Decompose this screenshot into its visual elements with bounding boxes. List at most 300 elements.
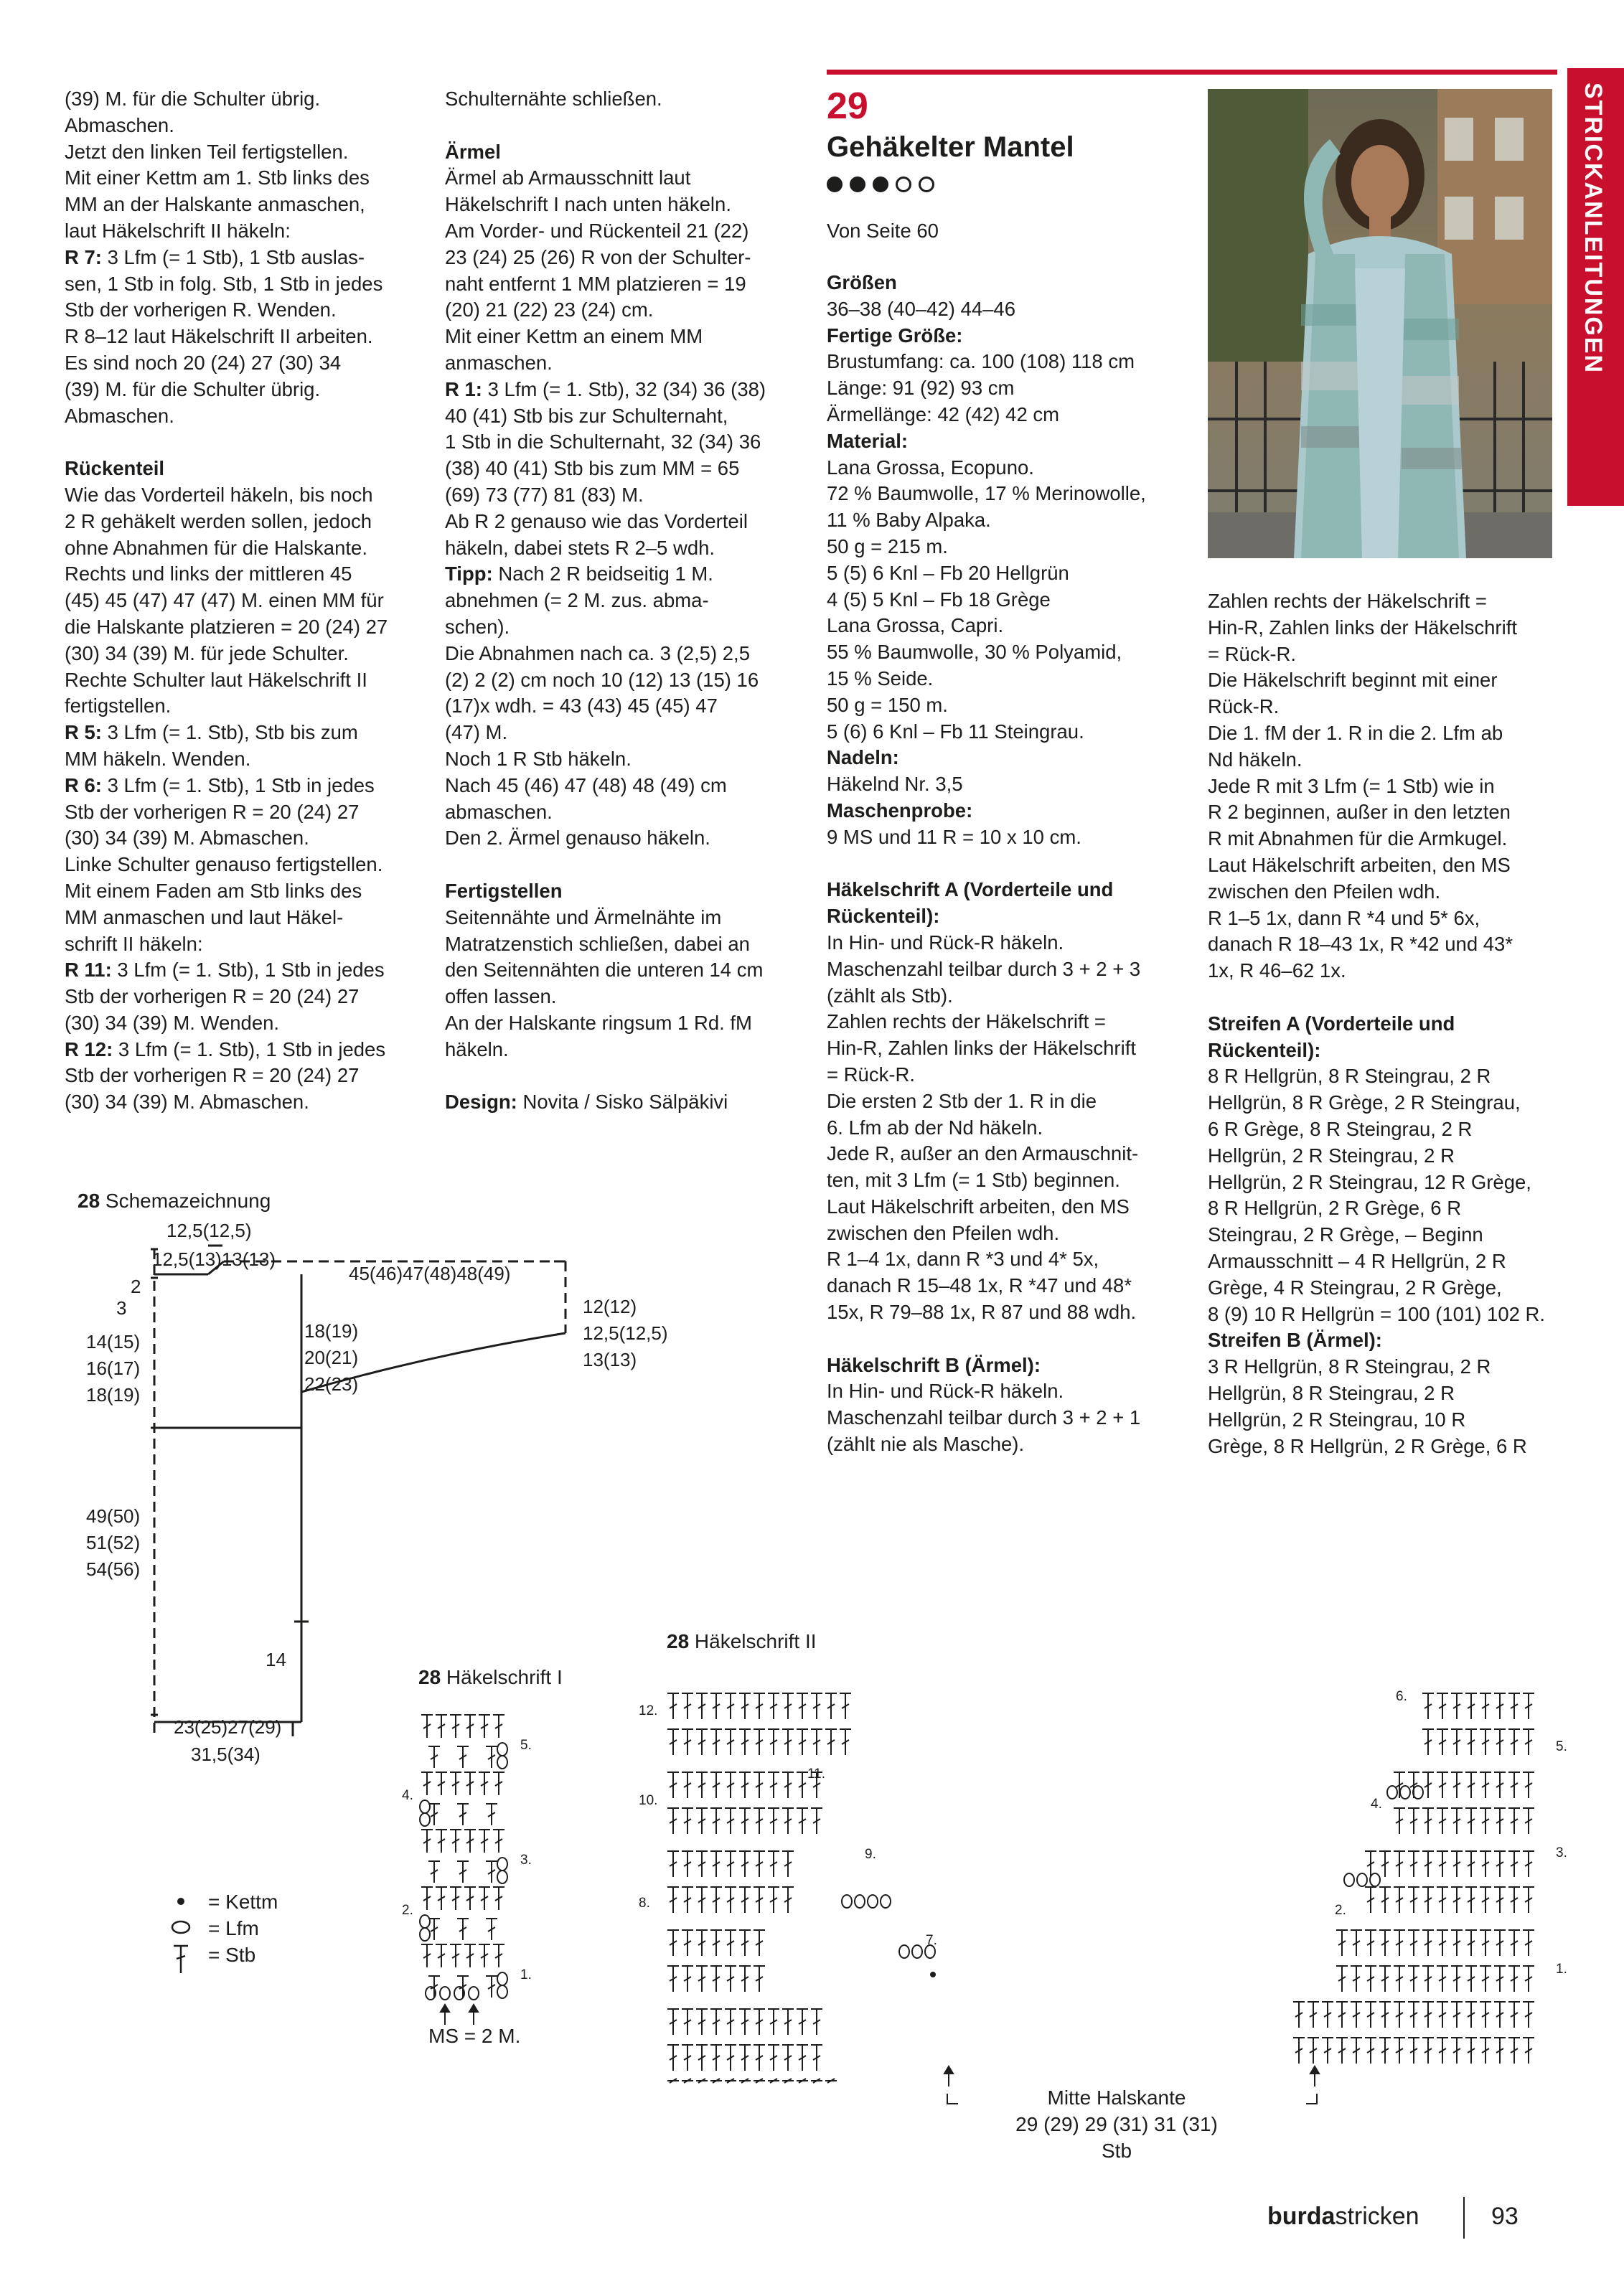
row-number: 5.: [520, 1738, 532, 1753]
stb-symbol: [1523, 1887, 1534, 1913]
text-line: Hin-R, Zahlen links der Häkelschrift: [827, 1037, 1136, 1060]
stb-symbol: [1508, 2038, 1520, 2064]
text-line: Armausschnitt – 4 R Hellgrün, 2 R: [1208, 1249, 1506, 1272]
stb-symbol: [1494, 1729, 1506, 1755]
stb-symbol: [782, 2045, 794, 2071]
text-line-bold: Rückenteil: [65, 457, 165, 480]
text-line: Zahlen rechts der Häkelschrift =: [827, 1010, 1106, 1033]
stb-symbol: [710, 2079, 722, 2083]
schema-number: 28: [78, 1190, 100, 1212]
stb-symbol: [1394, 1887, 1405, 1913]
stb-symbol: [1336, 2038, 1348, 2064]
stb-symbol: [1494, 2038, 1506, 2064]
text-line: Hin-R, Zahlen links der Häkelschrift: [1208, 616, 1517, 639]
stb-symbol: [1379, 1930, 1391, 1956]
stb-symbol: [782, 1887, 794, 1913]
stb-symbol: [768, 2045, 779, 2071]
stb-symbol: [1408, 1851, 1419, 1877]
text-line: [445, 561, 804, 588]
text-line: (zählt als Stb).: [827, 984, 953, 1007]
lfm-symbol: [899, 1945, 909, 1958]
stb-symbol: [682, 2045, 693, 2071]
text-line-rest: 3 Lfm (= 1. Stb), Stb bis zum: [101, 721, 358, 744]
row-number: 5.: [1556, 1739, 1567, 1754]
text-line-rest: Nach 2 R beidseitig 1 M.: [492, 563, 713, 585]
lfm-symbol: [1344, 1873, 1354, 1886]
text-line: (39) M. für die Schulter übrig.: [65, 377, 321, 400]
text-line-bold: Rückenteil):: [827, 905, 940, 928]
stb-symbol: [696, 1930, 708, 1956]
stb-symbol: [450, 1715, 461, 1738]
stb-symbol: [725, 1930, 736, 1956]
stb-symbol: [1422, 1729, 1434, 1755]
text-line-bold: Fertige Größe:: [827, 324, 963, 347]
stb-symbol: [782, 2079, 794, 2083]
stb-symbol: [667, 1930, 679, 1956]
text-line: [827, 323, 1200, 349]
stb-symbol: [1494, 1808, 1506, 1834]
text-line: = Rück-R.: [1208, 642, 1297, 665]
text-line: 5 (6) 6 Knl – Fb 11 Steingrau.: [827, 720, 1084, 743]
pattern-title: Gehäkelter Mantel: [827, 131, 1074, 163]
row-number: 8.: [639, 1896, 650, 1911]
stb-symbol: [1494, 1887, 1506, 1913]
text-line: 8 (9) 10 R Hellgrün = 100 (101) 102 R.: [1208, 1302, 1546, 1325]
text-line: Matratzenstich schließen, dabei an: [445, 932, 750, 955]
stb-symbol: [421, 1772, 433, 1795]
stb-symbol: [667, 1887, 679, 1913]
stb-symbol: [1451, 1851, 1463, 1877]
stb-symbol: [486, 1861, 497, 1883]
stb-symbol: [1365, 2002, 1376, 2028]
stb-symbol: [464, 1772, 476, 1795]
text-line-bold: Streifen B (Ärmel):: [1208, 1329, 1382, 1352]
text-line-bold: Maschenprobe:: [827, 799, 973, 822]
stb-symbol: [768, 1808, 779, 1834]
stb-symbol: [725, 2009, 736, 2035]
text-line: [1208, 1038, 1581, 1064]
stb-symbol: [436, 1944, 447, 1967]
stb-symbol: [667, 2079, 679, 2083]
text-line: MM anmaschen und laut Häkel-: [65, 905, 344, 928]
text-line: (30) 34 (39) M. für jede Schulter.: [65, 641, 349, 664]
footer-brand-bold: burda: [1267, 2203, 1336, 2230]
text-line: 50 g = 215 m.: [827, 535, 948, 557]
stb-symbol: [1308, 2002, 1319, 2028]
stb-symbol: [710, 1966, 722, 1992]
header-rule: [827, 70, 1557, 75]
text-line: [65, 1037, 423, 1063]
stb-symbol: [1408, 1808, 1419, 1834]
stb-symbol: [1336, 2002, 1348, 2028]
schema-measure-label: 51(52): [86, 1532, 141, 1553]
stb-symbol: [682, 1930, 693, 1956]
stb-symbol: [710, 1693, 722, 1719]
stb-symbol: [1494, 1851, 1506, 1877]
from-page-reference: Von Seite 60: [827, 220, 939, 242]
stb-symbol: [421, 1887, 433, 1910]
row-number: 2.: [1335, 1903, 1346, 1918]
text-line: (47) M.: [445, 721, 508, 744]
text-line-bold: Nadeln:: [827, 746, 899, 769]
text-line: R 2 beginnen, außer in den letzten: [1208, 801, 1511, 824]
text-line-bold: Fertigstellen: [445, 879, 563, 902]
text-line-rest: Novita / Sisko Sälpäkivi: [517, 1091, 728, 1114]
difficulty-rating: [827, 177, 934, 192]
stb-symbol: [1422, 1851, 1434, 1877]
stb-symbol: [1394, 2038, 1405, 2064]
stb-symbol: [450, 1887, 461, 1910]
text-line: Zahlen rechts der Häkelschrift =: [1208, 590, 1487, 612]
text-line: fertigstellen.: [65, 695, 172, 718]
stb-symbol: [1365, 2038, 1376, 2064]
stb-symbol: [1394, 2002, 1405, 2028]
stb-symbol: [797, 2009, 808, 2035]
text-line: danach R 15–48 1x, R *47 und 48*: [827, 1274, 1132, 1297]
stb-symbol: [1465, 2038, 1477, 2064]
difficulty-dot-empty: [896, 177, 911, 192]
stb-symbol: [710, 1851, 722, 1877]
stb-symbol: [754, 1808, 765, 1834]
text-line-rest: 3 Lfm (= 1. Stb), 32 (34) 36 (38): [482, 377, 766, 400]
stb-symbol: [486, 1976, 497, 1998]
text-line: (39) M. für die Schulter übrig.: [65, 88, 321, 110]
stb-symbol: [1293, 2002, 1305, 2028]
row-number: 1.: [520, 1967, 532, 1982]
schema-measure-label: 54(56): [86, 1558, 141, 1580]
stb-symbol: [1437, 1693, 1448, 1719]
stb-symbol: [1422, 1966, 1434, 1992]
stb-symbol: [486, 1804, 497, 1825]
stb-symbol: [1523, 1851, 1534, 1877]
stb-symbol: [811, 1808, 822, 1834]
text-line: [65, 429, 423, 456]
text-line: Nach 45 (46) 47 (48) 48 (49) cm: [445, 773, 727, 796]
text-line: Rechte Schulter laut Häkelschrift II: [65, 668, 367, 691]
stb-symbol: [1465, 1772, 1477, 1798]
chart2-drawing: [632, 1665, 1567, 2095]
stb-symbol: [1451, 2038, 1463, 2064]
text-line-rest: 3 Lfm (= 1. Stb), 1 Stb in jedes: [111, 959, 385, 982]
stb-symbol: [682, 2079, 693, 2083]
stb-symbol: [464, 1830, 476, 1853]
stb-symbol: [1508, 2002, 1520, 2028]
stb-symbol: [768, 2009, 779, 2035]
text-line: Rück-R.: [1208, 695, 1280, 718]
text-line: Brustumfang: ca. 100 (108) 118 cm: [827, 350, 1135, 373]
lfm-symbol: [172, 1921, 189, 1933]
text-line: 50 g = 150 m.: [827, 693, 948, 716]
text-line: schen).: [445, 615, 510, 638]
row-number: 7.: [926, 1933, 937, 1948]
text-line-bold: Material:: [827, 429, 909, 452]
lfm-symbol: [497, 1985, 507, 1998]
stb-symbol: [739, 1729, 751, 1755]
lfm-symbol: [497, 1756, 507, 1769]
stb-symbol: [1523, 1966, 1534, 1992]
stb-symbol: [1365, 1887, 1376, 1913]
lfm-symbol: [469, 1987, 479, 2000]
text-line: (30) 34 (39) M. Wenden.: [65, 1011, 280, 1034]
stb-symbol: [1523, 1693, 1534, 1719]
stb-symbol: [1480, 1693, 1491, 1719]
text-line-bold: Design:: [445, 1091, 517, 1114]
stb-symbol: [479, 1715, 490, 1738]
text-line: 1 Stb in die Schulternaht, 32 (34) 36: [445, 430, 761, 453]
row-number: 2.: [402, 1903, 413, 1918]
legend-equals: =: [208, 1944, 226, 1966]
stb-symbol: [421, 1830, 433, 1853]
stb-symbol: [1437, 2002, 1448, 2028]
stb-symbol: [1437, 1729, 1448, 1755]
stb-symbol: [1437, 1887, 1448, 1913]
stb-symbol: [1480, 1887, 1491, 1913]
kettm-symbol: [177, 1898, 184, 1905]
schema-caption: [78, 1190, 271, 1213]
chart2-center-label-1: Mitte Halskante: [1047, 2086, 1186, 2109]
stb-symbol: [682, 1808, 693, 1834]
text-line: Die 1. fM der 1. R in die 2. Lfm ab: [1208, 721, 1503, 744]
stb-symbol: [486, 1919, 497, 1940]
stb-symbol: [667, 2045, 679, 2071]
stb-symbol: [1422, 1930, 1434, 1956]
schema-measure-label: 49(50): [86, 1505, 141, 1527]
text-line: abnehmen (= 2 M. zus. abma-: [445, 589, 709, 612]
text-line: Lana Grossa, Ecopuno.: [827, 456, 1034, 479]
stb-symbol: [739, 1851, 751, 1877]
schema-measure-label: 45(46)47(48)48(49): [349, 1263, 511, 1284]
text-line: ten, mit 3 Lfm (= 1 Stb) beginnen.: [827, 1169, 1120, 1192]
stb-symbol: [428, 1861, 440, 1883]
text-line-bold: Größen: [827, 271, 897, 293]
stb-symbol: [739, 2079, 751, 2083]
stb-symbol: [1351, 1930, 1362, 1956]
arrow-up-icon: [441, 2005, 449, 2025]
stb-symbol: [754, 2079, 765, 2083]
text-line: Noch 1 R Stb häkeln.: [445, 747, 632, 770]
stb-symbol: [1465, 1693, 1477, 1719]
stb-symbol: [782, 1851, 794, 1877]
text-line: 1x, R 46–62 1x.: [1208, 959, 1346, 982]
text-line: Ab R 2 genauso wie das Vorderteil: [445, 509, 748, 532]
text-line: MM an der Halskante anmaschen,: [65, 193, 365, 216]
text-line: Maschenzahl teilbar durch 3 + 2 + 3: [827, 957, 1141, 980]
stb-symbol: [1451, 1887, 1463, 1913]
stb-symbol: [768, 1851, 779, 1877]
stb-symbol: [782, 1808, 794, 1834]
stb-symbol: [696, 1966, 708, 1992]
text-line: Den 2. Ärmel genauso häkeln.: [445, 827, 710, 850]
stb-symbol: [479, 1772, 490, 1795]
stb-symbol: [811, 2045, 822, 2071]
lfm-symbol: [881, 1895, 891, 1908]
lfm-symbol: [420, 1928, 430, 1941]
stb-symbol: [682, 1851, 693, 1877]
legend-item: [208, 1888, 278, 1915]
stb-symbol: [493, 1715, 504, 1738]
stb-symbol: [1508, 1693, 1520, 1719]
bracket-mark: [947, 2094, 958, 2104]
stb-symbol: [1451, 1930, 1463, 1956]
stb-symbol: [754, 2045, 765, 2071]
text-line: Stb der vorherigen R = 20 (24) 27: [65, 985, 360, 1008]
stb-symbol: [725, 1693, 736, 1719]
text-line-bold: Tipp:: [445, 563, 493, 585]
text-line: [65, 245, 423, 271]
stb-symbol: [464, 1715, 476, 1738]
text-line: [827, 798, 1200, 824]
text-line: 36–38 (40–42) 44–46: [827, 297, 1016, 320]
text-line: Die Abnahmen nach ca. 3 (2,5) 2,5: [445, 641, 750, 664]
stb-symbol: [493, 1887, 504, 1910]
stb-symbol: [493, 1830, 504, 1853]
chart1-title: Häkelschrift I: [441, 1666, 563, 1688]
stb-symbol: [1379, 2002, 1391, 2028]
stb-symbol: [1379, 2038, 1391, 2064]
stb-symbol: [696, 1729, 708, 1755]
text-line: Hellgrün, 2 R Steingrau, 10 R: [1208, 1408, 1466, 1431]
stb-symbol: [825, 1693, 837, 1719]
text-line: [827, 1352, 1200, 1379]
stb-symbol: [1308, 2038, 1319, 2064]
stb-symbol: [1523, 1729, 1534, 1755]
stb-symbol: [457, 1804, 469, 1825]
stb-symbol: [1422, 1887, 1434, 1913]
schema-measure-label: 12,5(12,5): [166, 1220, 252, 1241]
stb-symbol: [754, 1930, 765, 1956]
footer-divider: [1463, 2197, 1465, 2239]
stb-symbol: [1508, 1808, 1520, 1834]
text-line: R 1–5 1x, dann R *4 und 5* 6x,: [1208, 906, 1480, 929]
stb-symbol: [797, 1808, 808, 1834]
stb-symbol: [825, 1729, 837, 1755]
stb-symbol: [1480, 2038, 1491, 2064]
stb-symbol: [1494, 1930, 1506, 1956]
footer-brand-rest: stricken: [1335, 2203, 1419, 2230]
text-line: [827, 428, 1200, 455]
text-line: Jede R, außer an den Armauschnit-: [827, 1142, 1139, 1165]
text-line-bold: R 7:: [65, 245, 102, 268]
stb-symbol: [1293, 2038, 1305, 2064]
stb-symbol: [797, 1693, 808, 1719]
stb-symbol: [1508, 1851, 1520, 1877]
stb-symbol: [739, 1693, 751, 1719]
stb-symbol: [1508, 1887, 1520, 1913]
stb-symbol: [436, 1715, 447, 1738]
stb-symbol: [436, 1772, 447, 1795]
bracket-mark: [1306, 2094, 1317, 2104]
page-number: 93: [1491, 2203, 1519, 2230]
lfm-symbol: [1357, 1873, 1367, 1886]
text-line: Grège, 4 R Steingrau, 2 R Grège,: [1208, 1276, 1502, 1299]
text-line: Maschenzahl teilbar durch 3 + 2 + 1: [827, 1406, 1141, 1429]
text-line-rest: 3 Lfm (= 1. Stb), 1 Stb in jedes: [113, 1038, 386, 1060]
row-number: 11.: [807, 1766, 826, 1782]
stb-symbol: [1365, 1930, 1376, 1956]
schema-measure-label: 20(21): [304, 1347, 359, 1368]
arrow-up-icon: [944, 2066, 953, 2086]
text-line: Hellgrün, 2 R Steingrau, 12 R Grège,: [1208, 1170, 1531, 1193]
stb-symbol: [710, 1808, 722, 1834]
text-line: [445, 113, 804, 139]
text-line: danach R 18–43 1x, R *42 und 43*: [1208, 933, 1513, 956]
lfm-symbol: [497, 1743, 507, 1756]
row-number: 3.: [1556, 1845, 1567, 1860]
stb-symbol: [1451, 1808, 1463, 1834]
text-line-bold: Häkelschrift A (Vorderteile und: [827, 878, 1114, 901]
schema-measure-label: 12,5(12,5): [583, 1322, 668, 1344]
stb-symbol: [493, 1772, 504, 1795]
stb-symbol: [782, 1693, 794, 1719]
text-line-bold: R 11:: [65, 959, 112, 982]
text-line-bold: Häkelschrift B (Ärmel):: [827, 1353, 1041, 1376]
stb-symbol: [797, 1729, 808, 1755]
text-line: Stb der vorherigen R = 20 (24) 27: [65, 800, 360, 823]
kettm-symbol: [930, 1972, 936, 1977]
stb-symbol: [1523, 1808, 1534, 1834]
stb-symbol: [1480, 1729, 1491, 1755]
text-line-bold: Streifen A (Vorderteile und: [1208, 1012, 1455, 1035]
legend-label: Kettm: [225, 1891, 278, 1913]
stb-symbol: [739, 1887, 751, 1913]
stb-symbol: [457, 1746, 469, 1768]
text-line: [827, 877, 1200, 903]
text-line-bold: Rückenteil):: [1208, 1038, 1321, 1061]
row-number: 12.: [639, 1703, 658, 1718]
stb-symbol: [1365, 1966, 1376, 1992]
text-line-bold: R 6:: [65, 773, 102, 796]
stb-symbol: [682, 1772, 693, 1798]
text-line: (2) 2 (2) cm noch 10 (12) 13 (15) 16: [445, 668, 759, 691]
stb-symbol: [1394, 1851, 1405, 1877]
stb-symbol: [725, 1808, 736, 1834]
text-column-4: [1208, 588, 1581, 1459]
stb-symbol: [682, 1887, 693, 1913]
stb-symbol: [1422, 1808, 1434, 1834]
chart2-title: Häkelschrift II: [689, 1630, 817, 1652]
stb-symbol: [1451, 1966, 1463, 1992]
text-line: Länge: 91 (92) 93 cm: [827, 377, 1015, 400]
text-line-rest: 3 Lfm (= 1. Stb), 1 Stb in jedes: [101, 773, 375, 796]
lfm-symbol: [1400, 1786, 1410, 1799]
text-column-2: [445, 86, 804, 1116]
stb-symbol: [1494, 1966, 1506, 1992]
text-line: Hellgrün, 2 R Steingrau, 2 R: [1208, 1144, 1455, 1167]
text-line: sen, 1 Stb in folg. Stb, 1 Stb in jedes: [65, 272, 383, 295]
stb-symbol: [1480, 1808, 1491, 1834]
stb-symbol: [754, 1729, 765, 1755]
stb-symbol: [1494, 1772, 1506, 1798]
text-line: [65, 773, 423, 799]
stb-symbol: [667, 2009, 679, 2035]
text-line: Seitennähte und Ärmelnähte im: [445, 905, 722, 928]
stb-symbol: [754, 1772, 765, 1798]
stb-symbol: [464, 1944, 476, 1967]
schema-measure-label: 12(12): [583, 1296, 637, 1317]
text-line: An der Halskante ringsum 1 Rd. fM: [445, 1011, 752, 1034]
stb-symbol: [1451, 1729, 1463, 1755]
text-line: Hellgrün, 8 R Grège, 2 R Steingrau,: [1208, 1091, 1521, 1114]
difficulty-dot-empty: [919, 177, 934, 192]
text-line: Nd häkeln.: [1208, 748, 1303, 771]
text-line: [827, 745, 1200, 771]
text-line-bold: Ärmel: [445, 140, 501, 163]
text-line: Steingrau, 2 R Grège, – Beginn: [1208, 1223, 1483, 1246]
text-line-bold: R 5:: [65, 721, 102, 744]
row-number: 6.: [1396, 1689, 1407, 1704]
text-line: = Rück-R.: [827, 1063, 916, 1086]
schema-measure-label: 18(19): [304, 1320, 359, 1342]
